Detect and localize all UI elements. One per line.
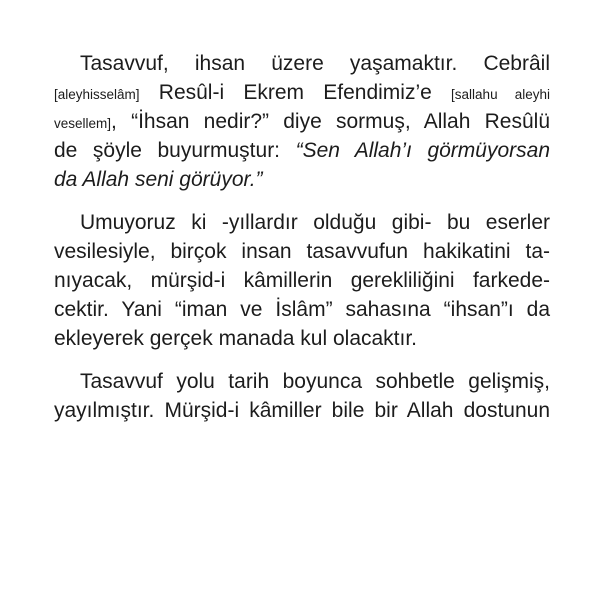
text-line	[54, 136, 550, 165]
hadith-quote: da Allah seni görüyor.”	[54, 168, 263, 191]
honorific-note: [aleyhisselâm]	[54, 87, 140, 102]
text-line	[54, 208, 550, 237]
text-segment: Umuyoruz ki -yıllardır olduğu gibi- bu eserler	[80, 211, 550, 234]
text-segment: Tasavvuf, ihsan üzere yaşamaktır. Cebrâil	[80, 52, 550, 75]
text-segment: nıyacak, mürşid-i kâmillerin gerekliliğini farkede-	[54, 269, 550, 292]
text-segment: vesilesiyle, birçok insan tasavvufun hakikatini ta-	[54, 240, 550, 263]
paragraph-3	[54, 367, 550, 425]
text-segment: Resûl-i Ekrem Efendimiz’e	[139, 81, 452, 104]
text-line	[54, 266, 550, 295]
paragraph-2	[54, 208, 550, 353]
text-line	[54, 324, 550, 353]
text-line	[54, 107, 550, 136]
text-line	[54, 367, 550, 396]
document-page	[54, 49, 550, 439]
hadith-quote: “Sen Allah’ı görmüyorsan	[295, 139, 551, 162]
text-segment: yayılmıştır. Mürşid-i kâmiller bile bir Allah dostunun	[54, 399, 550, 422]
text-segment: de şöyle buyurmuştur:	[54, 139, 296, 162]
text-line	[54, 49, 550, 78]
paragraph-1	[54, 49, 550, 194]
text-line	[54, 237, 550, 266]
honorific-note: [sallahu aleyhi	[451, 87, 550, 102]
text-segment: Tasavvuf yolu tarih boyunca sohbetle gelişmiş,	[80, 370, 550, 393]
text-segment: , “İhsan nedir?” diye sormuş, Allah Resûlü	[111, 110, 550, 133]
text-line	[54, 78, 550, 107]
text-segment: cektir. Yani “iman ve İslâm” sahasına “ihsan”ı da	[54, 298, 550, 321]
text-line	[54, 396, 550, 425]
honorific-note: vesellem]	[54, 116, 112, 131]
text-line	[54, 295, 550, 324]
text-segment: ekleyerek gerçek manada kul olacaktır.	[54, 327, 418, 350]
text-line	[54, 165, 550, 194]
